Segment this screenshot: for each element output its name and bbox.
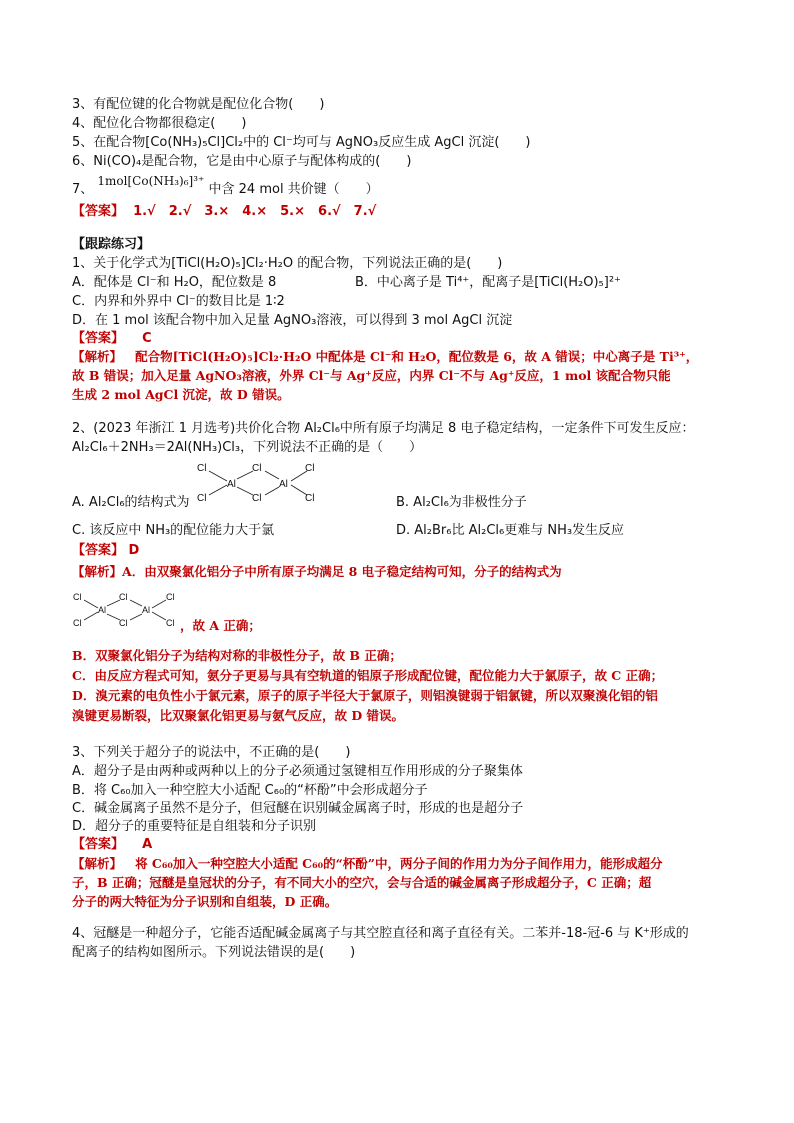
problem-2-analysis-c: C．由反应方程式可知，氨分子更易与具有空轨道的铝原子形成配位键，配位能力大于氯原子，故 C 正确；	[72, 668, 664, 683]
answer-values: 1.√ 2.√ 3.× 4.× 5.× 6.√ 7.√	[133, 204, 377, 219]
problem-3-analysis-2: 子，B 正确；冠醚是皇冠状的分子，有不同大小的空穴，会与合适的碱金属离子形成超分子，C 正确；超	[72, 875, 652, 890]
answer-label: 【答案】	[72, 543, 125, 558]
problem-2-option-d: D. Al₂Br₆比 Al₂Cl₆更难与 NH₃发生反应	[396, 523, 625, 538]
cl-atom: Cl	[119, 592, 128, 602]
al2cl6-structure-diagram	[195, 461, 325, 505]
problem-1-answer	[72, 330, 152, 348]
problem-2-option-a: A. Al₂Cl₆的结构式为	[72, 495, 190, 510]
problem-3-analysis-1	[72, 855, 662, 873]
problem-3-stem: 3、下列关于超分子的说法中，不正确的是( )	[72, 745, 351, 760]
problem-1-option-d: D．在 1 mol 该配合物中加入足量 AgNO₃溶液，可以得到 3 mol AgCl 沉淀	[72, 313, 513, 328]
problem-1-option-c: C．内界和外界中 Cl⁻的数目比是 1∶2	[72, 294, 285, 309]
al-atom: Al	[279, 479, 288, 490]
problem-2-stem-1: 2、(2023 年浙江 1 月选考)共价化合物 Al₂Cl₆中所有原子均满足 8 电子稳定结构，一定条件下可发生反应：	[72, 421, 695, 436]
cl-atom: Cl	[252, 463, 262, 474]
al-atom: Al	[142, 605, 151, 615]
cl-atom: Cl	[197, 463, 207, 474]
problem-2-analysis-d2: 溴键更易断裂，比双聚氯化铝更易与氨气反应，故 D 错误。	[72, 708, 405, 723]
problem-2-analysis-d1: D．溴元素的电负性小于氯元素，原子的原子半径大于氯原子，则铝溴键弱于铝氯键，所以双聚溴化铝的铝	[72, 688, 658, 703]
question-7	[72, 174, 379, 199]
analysis-label: 【解析】	[72, 856, 123, 871]
cl-atom: Cl	[119, 618, 128, 628]
question-7-formula: 1mol[Co(NH₃)₆]³⁺	[97, 174, 205, 188]
problem-3-option-a: A．超分子是由两种或两种以上的分子必须通过氢键相互作用形成的分子聚集体	[72, 764, 523, 779]
problem-2-analysis-a-end: ，故 A 正确；	[180, 618, 261, 633]
al2cl6-structure-small	[72, 591, 182, 629]
problem-3-option-d: D．超分子的重要特征是自组装和分子识别	[72, 819, 317, 834]
question-3: 3、有配位键的化合物就是配位化合物( )	[72, 97, 325, 112]
answer-value: A	[142, 837, 153, 852]
problem-1-option-b: B．中心离子是 Ti⁴⁺，配离子是[TiCl(H₂O)₅]²⁺	[355, 275, 621, 290]
problem-1-stem: 1、关于化学式为[TiCl(H₂O)₅]Cl₂·H₂O 的配合物，下列说法正确的是( )	[72, 256, 503, 271]
problem-1-analysis-1	[72, 348, 698, 366]
problem-1-option-a: A．配体是 Cl⁻和 H₂O，配位数是 8	[72, 275, 277, 290]
cl-atom: Cl	[166, 592, 175, 602]
problem-1-analysis-2: 故 B 错误；加入足量 AgNO₃溶液，外界 Cl⁻与 Ag⁺反应，内界 Cl⁻不与 Ag⁺反应，1 mol 该配合物只能	[72, 368, 671, 383]
answer-value: C	[142, 331, 152, 346]
cl-atom: Cl	[305, 463, 315, 474]
answer-value: D	[128, 543, 140, 558]
problem-2-answer	[72, 542, 139, 560]
question-7-text: 中含 24 mol 共价键（ ）	[208, 182, 379, 197]
problem-2-stem-2: Al₂Cl₆＋2NH₃＝2Al(NH₃)Cl₃，下列说法不正确的是（ ）	[72, 440, 423, 455]
problem-3-analysis-3: 分子的两大特征为分子识别和自组装，D 正确。	[72, 894, 338, 909]
al-atom: Al	[98, 605, 107, 615]
question-5: 5、在配合物[Co(NH₃)₅Cl]Cl₂中的 Cl⁻均可与 AgNO₃反应生成 AgCl 沉淀( )	[72, 135, 531, 150]
intro-answer	[72, 203, 376, 221]
cl-atom: Cl	[197, 493, 207, 504]
cl-atom: Cl	[73, 618, 82, 628]
cl-atom: Cl	[305, 493, 315, 504]
analysis-text: A．由双聚氯化铝分子中所有原子均满足 8 电子稳定结构可知，分子的结构式为	[122, 564, 562, 579]
cl-atom: Cl	[73, 592, 82, 602]
problem-3-option-b: B．将 C₆₀加入一种空腔大小适配 C₆₀的“杯酚”中会形成超分子	[72, 783, 428, 798]
question-6: 6、Ni(CO)₄是配合物，它是由中心原子与配体构成的( )	[72, 154, 412, 169]
answer-label: 【答案】	[72, 837, 125, 852]
cl-atom: Cl	[252, 493, 262, 504]
answer-label: 【答案】	[72, 331, 125, 346]
analysis-label: 【解析】	[72, 564, 123, 579]
question-4: 4、配位化合物都很稳定( )	[72, 116, 247, 131]
problem-2-analysis-a	[72, 563, 562, 581]
al-atom: Al	[227, 479, 236, 490]
answer-label: 【答案】	[72, 204, 125, 219]
problem-3-answer	[72, 836, 152, 854]
problem-1-analysis-3: 生成 2 mol AgCl 沉淀，故 D 错误。	[72, 387, 290, 402]
section-title: 【跟踪练习】	[72, 237, 151, 252]
analysis-label: 【解析】	[72, 349, 123, 364]
analysis-text: 配合物[TiCl(H₂O)₅]Cl₂·H₂O 中配体是 Cl⁻和 H₂O，配位数是 6，故 A 错误；中心离子是 Ti³⁺，	[135, 349, 699, 364]
problem-2-option-b: B. Al₂Cl₆为非极性分子	[396, 495, 527, 510]
problem-4-stem-2: 配离子的结构如图所示。下列说法错误的是( )	[72, 945, 356, 960]
question-7-number: 7、	[72, 182, 94, 197]
analysis-text: 将 C₆₀加入一种空腔大小适配 C₆₀的“杯酚”中，两分子间的作用力为分子间作用力，能形成超分	[135, 856, 663, 871]
problem-4-stem-1: 4、冠醚是一种超分子，它能否适配碱金属离子与其空腔直径和离子直径有关。二苯并-18-冠-6 与 K⁺形成的	[72, 926, 689, 941]
problem-2-option-c: C. 该反应中 NH₃的配位能力大于氯	[72, 523, 275, 538]
problem-3-option-c: C．碱金属离子虽然不是分子，但冠醚在识别碱金属离子时，形成的也是超分子	[72, 801, 524, 816]
problem-2-analysis-b: B．双聚氯化铝分子为结构对称的非极性分子，故 B 正确；	[72, 648, 402, 663]
cl-atom: Cl	[166, 618, 175, 628]
